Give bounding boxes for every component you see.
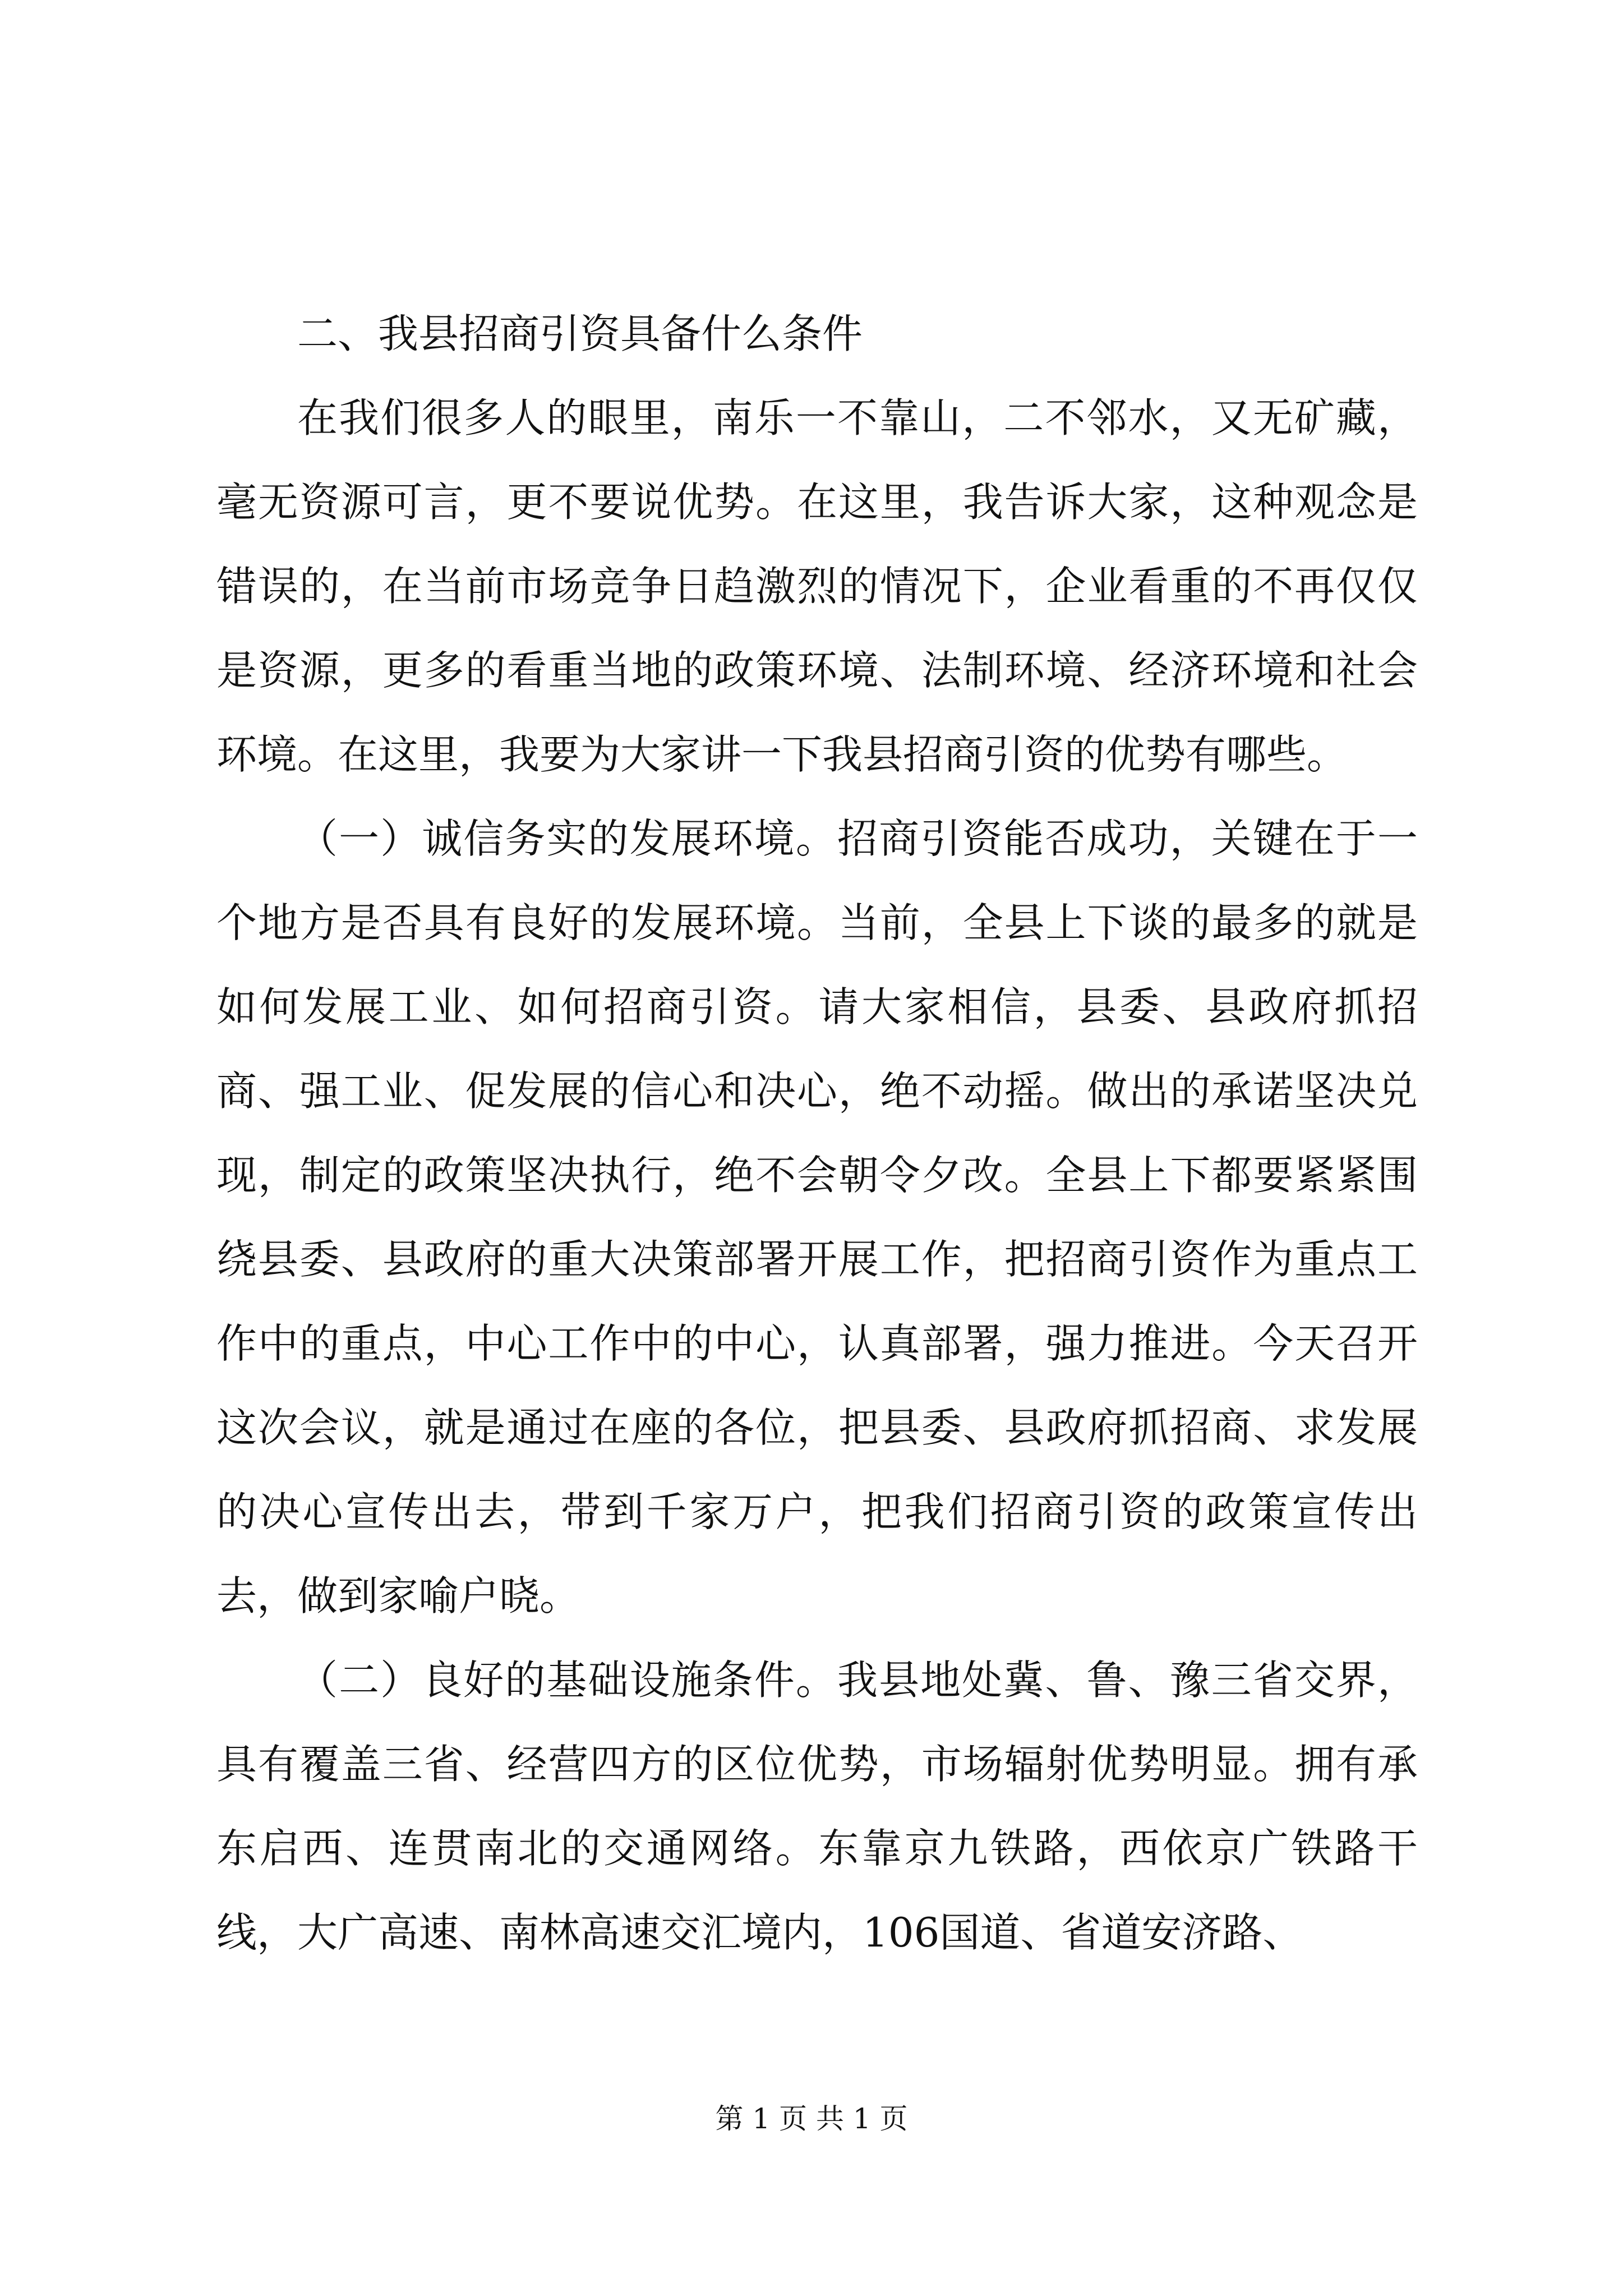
paragraph-infrastructure: （二）良好的基础设施条件。我县地处冀、鲁、豫三省交界，具有覆盖三省、经营四方的区位优势，市场辐射优势明显。拥有承东启西、连贯南北的交通网络。东靠京九铁路，西依京广铁路干线，大广高速、南林高速交汇境内，106国道、省道安济路、: [216, 1657, 1418, 1956]
document-body: [216, 292, 1418, 1975]
paragraph-intro: 在我们很多人的眼里，南乐一不靠山，二不邻水，又无矿藏，毫无资源可言，更不要说优势。在这里，我告诉大家，这种观念是错误的，在当前市场竞争日趋激烈的情况下，企业看重的不再仅仅是资源，更多的看重当地的政策环境、法制环境、经济环境和社会环境。在这里，我要为大家讲一下我县招商引资的优势有哪些。: [216, 394, 1418, 778]
section-heading: 二、我县招商引资具备什么条件: [297, 310, 863, 357]
paragraph-development-environment: （一）诚信务实的发展环境。招商引资能否成功，关键在于一个地方是否具有良好的发展环境。当前，全县上下谈的最多的就是如何发展工业、如何招商引资。请大家相信，县委、县政府抓招商、强工业、促发展的信心和决心，绝不动摇。做出的承诺坚决兑现，制定的政策坚决执行，绝不会朝令夕改。全县上下都要紧紧围绕县委、县政府的重大决策部署开展工作，把招商引资作为重点工作中的重点，中心工作中的中心，认真部署，强力推进。今天召开这次会议，就是通过在座的各位，把县委、县政府抓招商、求发展的决心宣传出去，带到千家万户，把我们招商引资的政策宣传出去，做到家喻户晓。: [216, 815, 1418, 1619]
page-footer: 第 1 页 共 1 页: [715, 2102, 908, 2135]
